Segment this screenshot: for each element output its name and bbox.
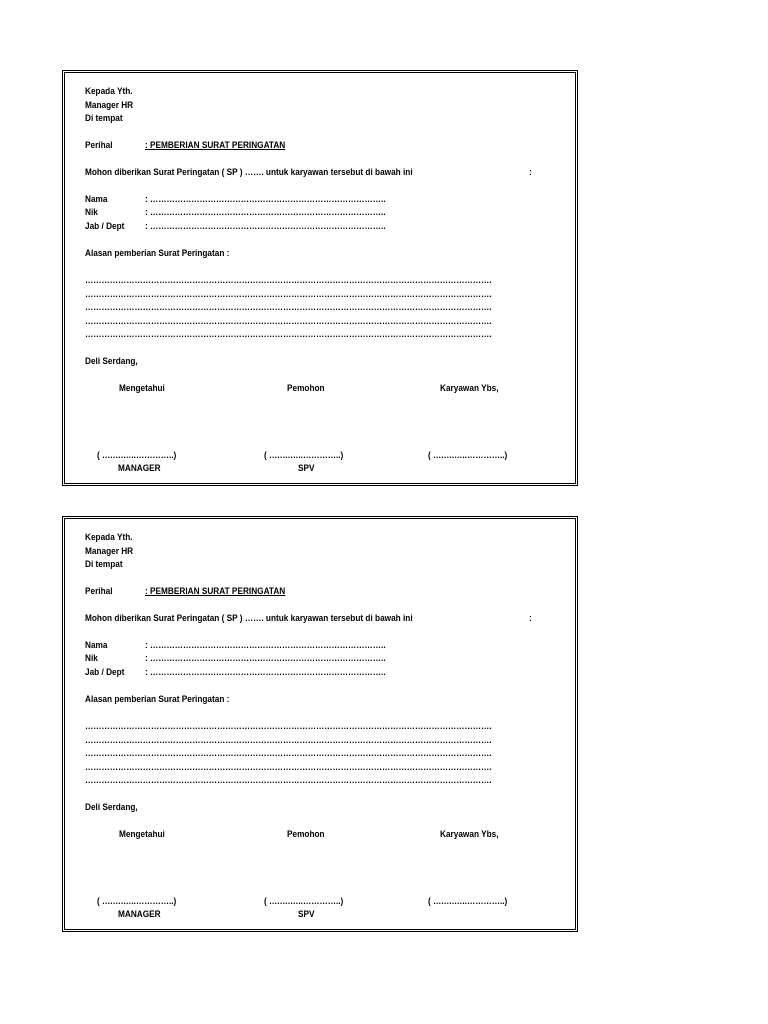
field-value-nama[interactable]: : …………………………………………………………………………..	[145, 640, 386, 651]
address-line-3: Di tempat	[85, 559, 123, 570]
signature-role-manager: MANAGER	[118, 463, 161, 474]
reason-label: Alasan pemberian Surat Peringatan :	[85, 694, 230, 705]
reason-line-3[interactable]: ………………………………………………………………………………………………………………………………….	[85, 748, 492, 759]
request-colon: :	[529, 613, 532, 624]
address-line-2: Manager HR	[85, 546, 134, 557]
address-line-1: Kepada Yth.	[85, 86, 133, 97]
reason-line-3[interactable]: ………………………………………………………………………………………………………………………………….	[85, 302, 492, 313]
address-line-2: Manager HR	[85, 100, 134, 111]
signature-blank-karyawan[interactable]: ( ….….…..…………..)	[428, 896, 508, 907]
field-value-nik[interactable]: : …………………………………………………………………………..	[145, 653, 386, 664]
field-value-nama[interactable]: : …………………………………………………………………………..	[145, 194, 386, 205]
signature-role-spv: SPV	[298, 463, 315, 474]
signature-blank-manager[interactable]: ( ….….…..…………..)	[97, 450, 177, 461]
address-line-1: Kepada Yth.	[85, 532, 133, 543]
signature-blank-karyawan[interactable]: ( ….….…..…………..)	[428, 450, 508, 461]
reason-label: Alasan pemberian Surat Peringatan :	[85, 248, 230, 259]
signature-role-manager: MANAGER	[118, 909, 161, 920]
reason-line-2[interactable]: ………………………………………………………………………………………………………………………………….	[85, 735, 492, 746]
reason-line-5[interactable]: ………………………………………………………………………………………………………………………………….	[85, 775, 492, 786]
perihal-value: : PEMBERIAN SURAT PERINGATAN	[145, 586, 286, 597]
signature-blank-spv[interactable]: ( ….….…..…………..)	[264, 896, 344, 907]
place-label: Deli Serdang,	[85, 356, 138, 367]
reason-line-4[interactable]: ………………………………………………………………………………………………………………………………….	[85, 316, 492, 327]
signature-heading-mengetahui: Mengetahui	[119, 383, 165, 394]
reason-line-2[interactable]: ………………………………………………………………………………………………………………………………….	[85, 289, 492, 300]
signature-heading-pemohon: Pemohon	[287, 383, 325, 394]
perihal-label: Perihal	[85, 586, 113, 597]
field-label-jab-dept: Jab / Dept	[85, 221, 125, 232]
signature-heading-karyawan: Karyawan Ybs,	[440, 829, 499, 840]
field-value-jab-dept[interactable]: : …………………………………………………………………………..	[145, 221, 386, 232]
field-label-nik: Nik	[85, 653, 98, 664]
field-label-jab-dept: Jab / Dept	[85, 667, 125, 678]
reason-line-1[interactable]: ………………………………………………………………………………………………………………………………….	[85, 721, 492, 732]
perihal-value: : PEMBERIAN SURAT PERINGATAN	[145, 140, 286, 151]
place-label: Deli Serdang,	[85, 802, 138, 813]
signature-heading-karyawan: Karyawan Ybs,	[440, 383, 499, 394]
field-value-jab-dept[interactable]: : …………………………………………………………………………..	[145, 667, 386, 678]
address-line-3: Di tempat	[85, 113, 123, 124]
reason-line-5[interactable]: ………………………………………………………………………………………………………………………………….	[85, 329, 492, 340]
field-label-nik: Nik	[85, 207, 98, 218]
field-value-nik[interactable]: : …………………………………………………………………………..	[145, 207, 386, 218]
request-text: Mohon diberikan Surat Peringatan ( SP ) ……. untuk karyawan tersebut di bawah ini	[85, 167, 413, 178]
warning-letter-form-2	[62, 516, 578, 932]
request-text: Mohon diberikan Surat Peringatan ( SP ) ……. untuk karyawan tersebut di bawah ini	[85, 613, 413, 624]
warning-letter-form-1	[62, 70, 578, 486]
request-colon: :	[529, 167, 532, 178]
reason-line-1[interactable]: ………………………………………………………………………………………………………………………………….	[85, 275, 492, 286]
signature-blank-manager[interactable]: ( ….….…..…………..)	[97, 896, 177, 907]
signature-role-spv: SPV	[298, 909, 315, 920]
field-label-nama: Nama	[85, 640, 108, 651]
signature-blank-spv[interactable]: ( ….….…..…………..)	[264, 450, 344, 461]
signature-heading-mengetahui: Mengetahui	[119, 829, 165, 840]
signature-heading-pemohon: Pemohon	[287, 829, 325, 840]
field-label-nama: Nama	[85, 194, 108, 205]
reason-line-4[interactable]: ………………………………………………………………………………………………………………………………….	[85, 762, 492, 773]
perihal-label: Perihal	[85, 140, 113, 151]
